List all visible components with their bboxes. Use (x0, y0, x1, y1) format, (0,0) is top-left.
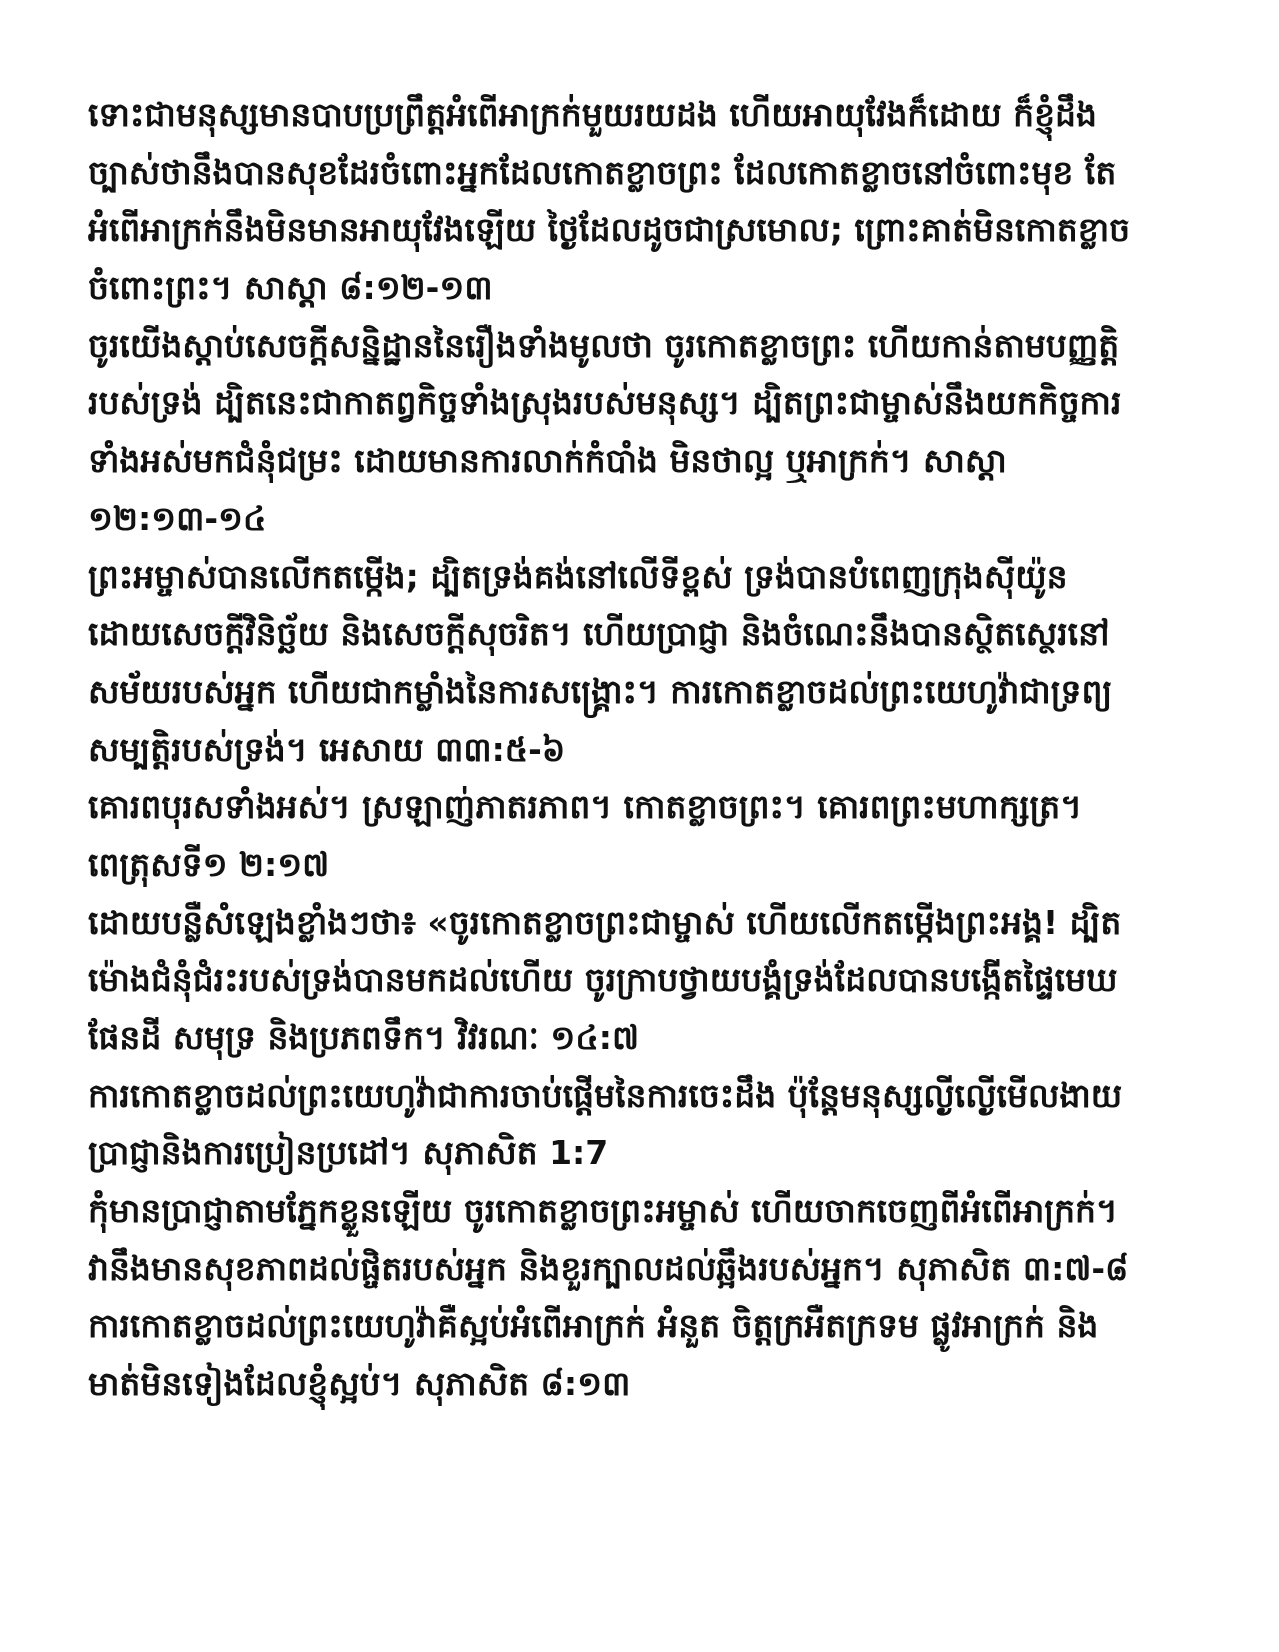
text-line: ការកោតខ្លាចដល់ព្រះយេហូវ៉ាគឺស្អប់អំពើអាក្រក់ អំនួត ចិត្តក្រអឺតក្រទម ផ្លូវអាក្រក់ និង (88, 1306, 1099, 1346)
text-line: ចូរយើងស្តាប់សេចក្តីសន្និដ្ឋាននៃរឿងទាំងមូលថា ចូរកោតខ្លាចព្រះ ហើយកាន់តាមបញ្ញត្តិ (88, 325, 1120, 365)
text-line: ដោយបន្លឺសំឡេងខ្លាំងៗថា៖ «ចូរកោតខ្លាចព្រះជាម្ចាស់ ហើយលើកតម្កើងព្រះអង្គ! ដ្បិត (88, 902, 1122, 942)
text-line: ច្បាស់ថានឹងបានសុខដែរចំពោះអ្នកដែលកោតខ្លាចព្រះ ដែលកោតខ្លាចនៅចំពោះមុខ តែ (88, 152, 1117, 192)
text-line: គោរពបុរសទាំងអស់។ ស្រឡាញ់ភាតរភាព។ កោតខ្លាចព្រះ។ គោរពព្រះមហាក្សត្រ។ (88, 787, 1083, 827)
text-line: ពេត្រុសទី១ ២:១៧ (88, 844, 330, 884)
text-line: អំពើអាក្រក់នឹងមិនមានអាយុវែងឡើយ ថ្ងៃដែលដូចជាស្រមោល; ព្រោះគាត់មិនកោតខ្លាច (88, 210, 1131, 250)
text-line: ចំពោះព្រះ។ សាស្តា ៨:១២-១៣ (88, 268, 493, 308)
text-line: សម័យរបស់អ្នក ហើយជាកម្លាំងនៃការសង្គ្រោះ។ ការកោតខ្លាចដល់ព្រះយេហូវ៉ាជាទ្រព្យ (88, 671, 1113, 711)
text-line: ការកោតខ្លាចដល់ព្រះយេហូវ៉ាជាការចាប់ផ្តើមនៃការចេះដឹង ប៉ុន្តែមនុស្សល្ងីល្ងើមើលងាយ (88, 1075, 1123, 1115)
text-line: មាត់មិនទៀងដែលខ្ញុំស្អប់។ សុភាសិត ៨:១៣ (88, 1364, 631, 1404)
scripture-text-block (88, 86, 1229, 1413)
text-line: ម៉ោងជំនុំជំរះរបស់ទ្រង់បានមកដល់ហើយ ចូរក្រាបថ្វាយបង្គំទ្រង់ដែលបានបង្កើតផ្ទៃមេឃ (88, 960, 1118, 1000)
text-line: កុំមានប្រាជ្ញាតាមភ្នែកខ្លួនឡើយ ចូរកោតខ្លាចព្រះអម្ចាស់ ហើយចាកចេញពីអំពើអាក្រក់។ (88, 1191, 1118, 1231)
text-line: ប្រាជ្ញានិងការប្រៀនប្រដៅ។ សុភាសិត 1:7 (88, 1133, 609, 1173)
text-line: ដោយសេចក្តីវិនិច្ឆ័យ និងសេចក្តីសុចរិត។ ហើយប្រាជ្ញា និងចំណេះនឹងបានស្ថិតស្ថេរនៅ (88, 614, 1110, 654)
text-line: ១២:១៣-១៤ (88, 498, 267, 538)
text-line: ទាំងអស់មកជំនុំជម្រះ ដោយមានការលាក់កំបាំង មិនថាល្អ ឬអាក្រក់។ សាស្តា (88, 441, 1007, 481)
text-line: ផែនដី សមុទ្រ និងប្រភពទឹក។ វិវរណៈ ១៤:៧ (88, 1018, 640, 1057)
text-line: ទោះជាមនុស្សមានបាបប្រព្រឹត្តអំពើអាក្រក់មួយរយដង ហើយអាយុវែងក៏ដោយ ក៏ខ្ញុំដឹង (88, 95, 1097, 134)
text-line: ព្រះអម្ចាស់បានលើកតម្កើង; ដ្បិតទ្រង់គង់នៅលើទីខ្ពស់ ទ្រង់បានបំពេញក្រុងស៊ីយ៉ូន (88, 556, 1068, 596)
text-line: របស់ទ្រង់ ដ្បិតនេះជាកាតព្វកិច្ចទាំងស្រុងរបស់មនុស្ស។ ដ្បិតព្រះជាម្ចាស់នឹងយកកិច្ចការ (88, 383, 1122, 423)
text-line: សម្បត្តិរបស់ទ្រង់។ អេសាយ ៣៣:៥-៦ (88, 729, 566, 769)
text-line: វានឹងមានសុខភាពដល់ផ្ចិតរបស់អ្នក និងខួរក្បាលដល់ឆ្អឹងរបស់អ្នក។ សុភាសិត ៣:៧-៨ (88, 1248, 1129, 1288)
